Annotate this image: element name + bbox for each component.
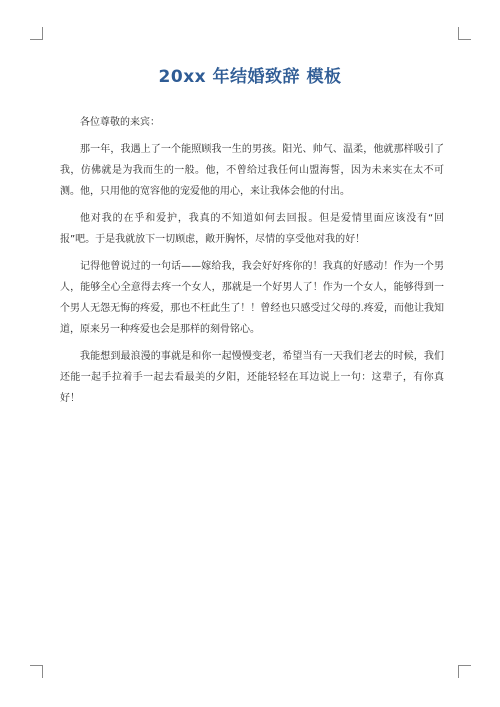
crop-mark-bottom-left: [30, 665, 43, 678]
crop-mark-top-left: [30, 27, 43, 40]
paragraph-4: 我能想到最浪漫的事就是和你一起慢慢变老，希望当有一天我们老去的时候，我们还能一起手拉着手一起去看最美的夕阳，还能轻轻在耳边说上一句：这辈子，有你真好！: [60, 351, 444, 404]
paragraph-1: 那一年，我遇上了一个能照顾我一生的男孩。阳光、帅气、温柔，他就那样吸引了我，仿佛就是为我而生的一般。他，不曾给过我任何山盟海誓，因为未来实在太不可测。他，只用他的宽容他的宠爱他的用心，来让我体会他的付出。: [60, 144, 444, 197]
salutation: 各位尊敬的来宾：: [80, 117, 160, 128]
paragraph-3: 记得他曾说过的一句话——嫁给我，我会好好疼你的！我真的好感动！作为一个男人，能够全心全意得去疼一个女人，那就是一个好男人了！作为一个女人，能够得到一个男人无怨无悔的疼爱，那也不枉此生了！！曾经也只感受过父母的.疼爱，而他让我知道，原来另一种疼爱也会是那样的刻骨铭心。: [60, 261, 444, 335]
crop-mark-top-right: [458, 27, 471, 40]
document-title: 20xx 年结婚致辞 模板: [158, 67, 342, 87]
paragraph-2: 他对我的在乎和爱护，我真的不知道如何去回报。但是爱情里面应该没有“回报”吧。于是我就放下一切顾虑，敞开胸怀，尽情的享受他对我的好！: [60, 213, 444, 245]
document-body: [60, 112, 444, 415]
crop-mark-bottom-right: [458, 665, 471, 678]
